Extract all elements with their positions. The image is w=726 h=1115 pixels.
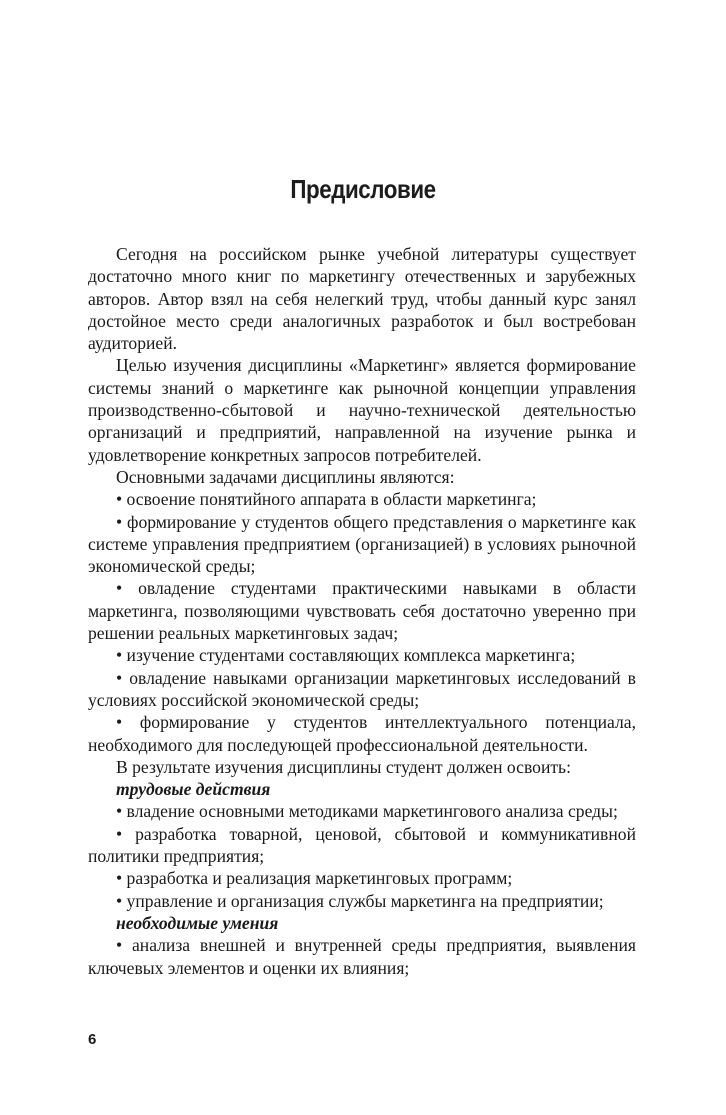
body-text (88, 243, 636, 979)
paragraph: В результате изучения дисциплины студент должен освоить: (116, 756, 571, 777)
paragraph: Целью изучения дисциплины «Маркетинг» является формирование системы знаний о маркетинге как рыночной концепции управления производственно-сбытовой и научно-технической деятельностью организаций и предприятий, направленной на изучение рынка и удовлетворение конкретных запросов потребителей. (88, 355, 636, 465)
subheading: трудовые действия (116, 779, 271, 800)
bullet-item: • овладение навыками организации маркетинговых исследований в условиях российской экономической среды; (88, 667, 636, 710)
paragraph: Сегодня на российском рынке учебной литературы существует достаточно много книг по маркетингу отечественных и зарубежных авторов. Автор взял на себя нелегкий труд, чтобы данный курс занял достойное место среди аналогичных разработок и был востребован аудиторией. (88, 244, 636, 354)
bullet-item: • управление и организация службы маркетинга на предприятии; (116, 890, 604, 911)
page-number: 6 (88, 1031, 97, 1048)
paragraph: Основными задачами дисциплины являются: (116, 466, 455, 487)
bullet-item: • разработка и реализация маркетинговых программ; (116, 868, 513, 889)
bullet-item: • владение основными методиками маркетингового анализа среды; (116, 801, 618, 822)
bullet-item: • разработка товарной, ценовой, сбытовой и коммуникативной политики предприятия; (88, 823, 636, 867)
page-title: Предисловие (290, 174, 436, 204)
subheading: необходимые умения (116, 912, 279, 933)
bullet-item: • освоение понятийного аппарата в области маркетинга; (116, 489, 537, 510)
bullet-item: • формирование у студентов интеллектуального потенциала, необходимого для последующей профессиональной деятельности. (88, 712, 636, 755)
bullet-item: • изучение студентами составляющих комплекса маркетинга; (116, 645, 576, 666)
bullet-item: • формирование у студентов общего представления о маркетинге как системе управления предприятием (организацией) в условиях рыночной экономической среды; (88, 511, 636, 577)
bullet-item: • овладение студентами практическими навыками в области маркетинга, позволяющими чувствовать себя достаточно уверенно при решении реальных маркетинговых задач; (88, 578, 636, 644)
bullet-item: • анализа внешней и внутренней среды предприятия, выявления ключевых элементов и оценки их влияния; (88, 935, 636, 978)
